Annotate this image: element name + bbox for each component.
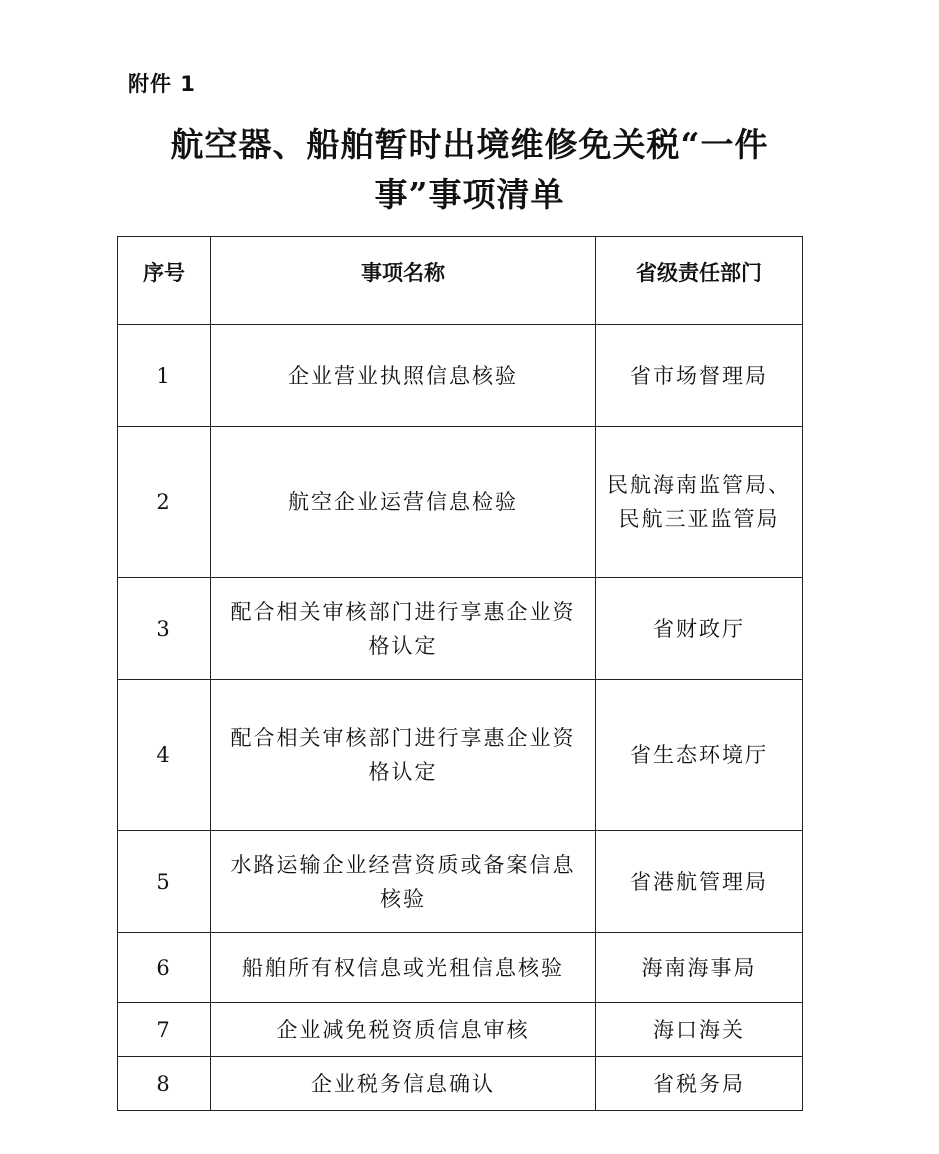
header-name: 事项名称 <box>211 237 596 325</box>
table-row <box>118 1003 803 1057</box>
table-row <box>118 680 803 831</box>
row-num: 6 <box>118 933 211 1003</box>
title-line-1: 航空器、船舶暂时出境维修免关税“一件 <box>170 125 769 164</box>
row-dept: 省市场督理局 <box>596 325 803 427</box>
row-item-name: 船舶所有权信息或光租信息核验 <box>211 933 596 1003</box>
row-item-name: 企业营业执照信息核验 <box>211 325 596 427</box>
row-num: 4 <box>118 680 211 831</box>
row-item-name: 企业减免税资质信息审核 <box>211 1003 596 1057</box>
row-dept: 省税务局 <box>596 1057 803 1111</box>
row-item-name: 配合相关审核部门进行享惠企业资格认定 <box>211 578 596 680</box>
table-row <box>118 933 803 1003</box>
row-dept: 海南海事局 <box>596 933 803 1003</box>
table-row <box>118 325 803 427</box>
row-item-name: 水路运输企业经营资质或备案信息核验 <box>211 831 596 933</box>
table-row <box>118 578 803 680</box>
row-num: 1 <box>118 325 211 427</box>
table-row <box>118 831 803 933</box>
document-title <box>0 120 939 220</box>
row-num: 3 <box>118 578 211 680</box>
items-table <box>117 236 803 1111</box>
row-num: 8 <box>118 1057 211 1111</box>
row-dept: 海口海关 <box>596 1003 803 1057</box>
table-header-row <box>118 237 803 325</box>
row-dept: 省财政厅 <box>596 578 803 680</box>
row-dept: 民航海南监管局、民航三亚监管局 <box>596 427 803 578</box>
row-item-name: 配合相关审核部门进行享惠企业资格认定 <box>211 680 596 831</box>
table-row <box>118 427 803 578</box>
header-num: 序号 <box>118 237 211 325</box>
attachment-label: 附件 1 <box>128 72 196 96</box>
header-dept: 省级责任部门 <box>596 237 803 325</box>
row-dept: 省生态环境厅 <box>596 680 803 831</box>
title-line-2: 事”事项清单 <box>374 175 565 214</box>
row-item-name: 企业税务信息确认 <box>211 1057 596 1111</box>
table-row <box>118 1057 803 1111</box>
row-num: 7 <box>118 1003 211 1057</box>
row-num: 2 <box>118 427 211 578</box>
row-dept: 省港航管理局 <box>596 831 803 933</box>
row-item-name: 航空企业运营信息检验 <box>211 427 596 578</box>
row-num: 5 <box>118 831 211 933</box>
